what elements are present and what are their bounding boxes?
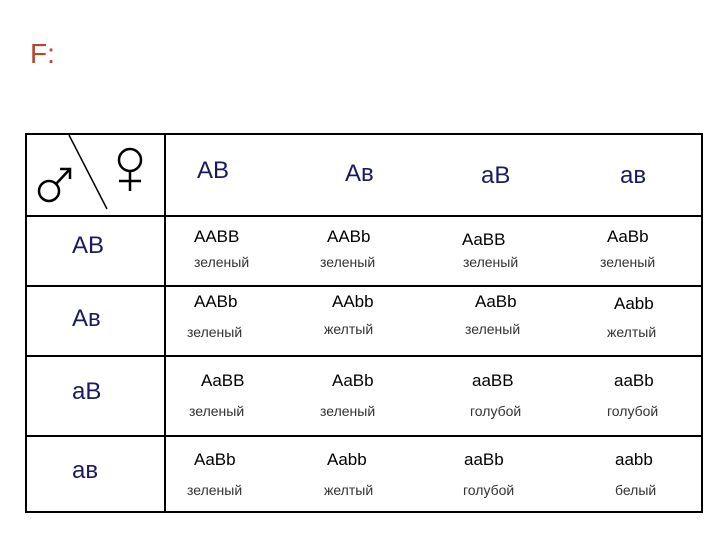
row-header: Ав (72, 305, 101, 332)
row-divider (27, 355, 701, 357)
phenotype: желтый (324, 321, 374, 337)
genotype: aaBb (614, 371, 654, 390)
genotype: AaBb (475, 292, 517, 311)
phenotype: зеленый (320, 403, 376, 419)
genotype: aaBB (472, 371, 514, 390)
phenotype: зеленый (187, 482, 243, 498)
row-divider (27, 435, 701, 437)
genotype: AaBb (194, 450, 236, 469)
row-header: ав (72, 457, 99, 484)
genotype: AABb (194, 292, 238, 311)
genotype: aabb (615, 450, 653, 469)
row-header: аВ (72, 378, 102, 405)
phenotype: желтый (607, 324, 657, 340)
phenotype: зеленый (465, 321, 521, 337)
row-header: АВ (72, 232, 105, 259)
genotype: AaBB (201, 371, 245, 390)
genotype: AABb (327, 227, 371, 246)
genotype: AaBb (332, 371, 374, 390)
genotype: AAbb (332, 292, 374, 311)
phenotype: зеленый (463, 254, 519, 270)
phenotype: зеленый (320, 254, 376, 270)
row-divider (27, 285, 701, 287)
column-header: АВ (197, 157, 230, 184)
phenotype: желтый (324, 482, 374, 498)
phenotype: зеленый (600, 254, 656, 270)
genotype: AaBb (607, 227, 649, 246)
column-header: ав (620, 162, 647, 189)
column-header: Ав (345, 160, 374, 187)
column-divider (164, 135, 166, 511)
genotype: AaBB (462, 230, 506, 249)
punnett-square (25, 133, 703, 513)
phenotype: голубой (607, 403, 659, 419)
phenotype: зеленый (189, 403, 245, 419)
corner-cell (27, 135, 164, 217)
diagonal-line (69, 135, 107, 209)
genotype: Aabb (327, 450, 367, 469)
genotype: AABB (194, 227, 240, 246)
male-symbol-icon (39, 169, 70, 201)
phenotype: зеленый (194, 254, 250, 270)
page-title: F: (30, 38, 55, 69)
phenotype: голубой (470, 403, 522, 419)
phenotype: белый (615, 482, 657, 498)
phenotype: голубой (463, 482, 515, 498)
genotype: aaBb (464, 450, 504, 469)
genotype: Aabb (614, 294, 654, 313)
female-symbol-icon (119, 149, 141, 191)
phenotype: зеленый (187, 324, 243, 340)
column-header: аВ (481, 162, 511, 189)
